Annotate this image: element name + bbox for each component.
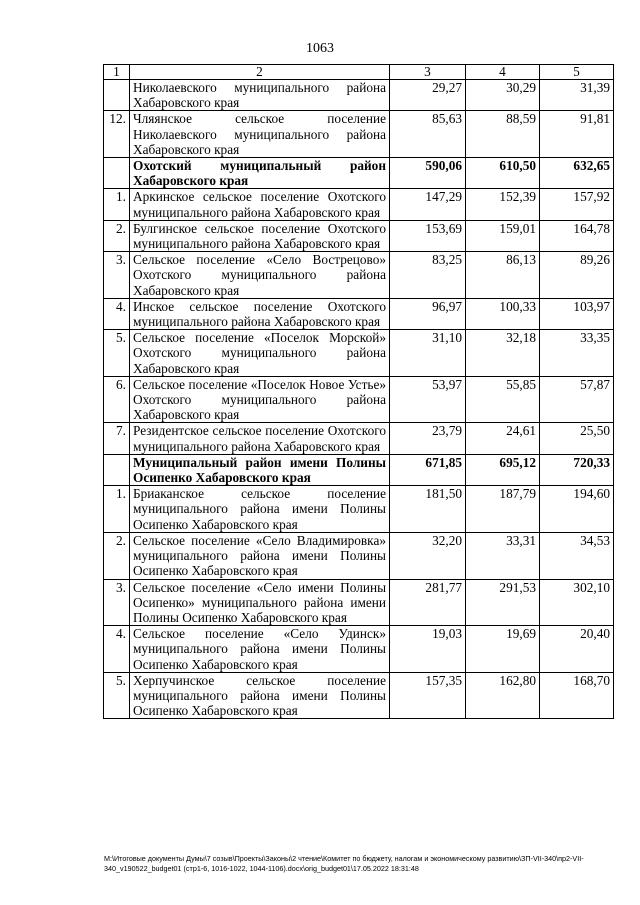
column-header: 1 — [104, 65, 130, 80]
row-index — [104, 80, 130, 111]
value-col5: 103,97 — [540, 298, 614, 329]
value-col3: 83,25 — [390, 252, 466, 299]
row-name: Чляянское сельское поселение Николаевского муниципального района Хабаровского края — [130, 111, 390, 158]
value-col4: 100,33 — [466, 298, 540, 329]
row-index: 1. — [104, 486, 130, 533]
value-col4: 695,12 — [466, 454, 540, 485]
row-index: 3. — [104, 252, 130, 299]
value-col3: 671,85 — [390, 454, 466, 485]
value-col5: 632,65 — [540, 158, 614, 189]
value-col3: 29,27 — [390, 80, 466, 111]
value-col5: 157,92 — [540, 189, 614, 220]
value-col5: 89,26 — [540, 252, 614, 299]
value-col5: 302,10 — [540, 579, 614, 626]
row-name: Сельское поселение «Село имени Полины Осипенко» муниципального района имени Полины Осипенко Хабаровского края — [130, 579, 390, 626]
value-col3: 147,29 — [390, 189, 466, 220]
table-row — [104, 111, 614, 158]
value-col3: 590,06 — [390, 158, 466, 189]
table-row — [104, 423, 614, 454]
row-index: 5. — [104, 330, 130, 377]
row-index: 2. — [104, 220, 130, 251]
value-col5: 194,60 — [540, 486, 614, 533]
value-col4: 30,29 — [466, 80, 540, 111]
row-index: 12. — [104, 111, 130, 158]
value-col5: 720,33 — [540, 454, 614, 485]
value-col3: 153,69 — [390, 220, 466, 251]
row-name: Бриаканское сельское поселение муниципального района имени Полины Осипенко Хабаровского края — [130, 486, 390, 533]
row-index: 3. — [104, 579, 130, 626]
table-row — [104, 298, 614, 329]
value-col5: 164,78 — [540, 220, 614, 251]
table-row — [104, 220, 614, 251]
row-index: 5. — [104, 672, 130, 719]
value-col3: 31,10 — [390, 330, 466, 377]
table-row — [104, 486, 614, 533]
value-col4: 19,69 — [466, 626, 540, 673]
row-name: Резидентское сельское поселение Охотского муниципального района Хабаровского края — [130, 423, 390, 454]
value-col3: 157,35 — [390, 672, 466, 719]
value-col5: 20,40 — [540, 626, 614, 673]
row-index: 7. — [104, 423, 130, 454]
value-col4: 86,13 — [466, 252, 540, 299]
value-col4: 32,18 — [466, 330, 540, 377]
value-col3: 32,20 — [390, 532, 466, 579]
row-index — [104, 158, 130, 189]
budget-table — [103, 64, 614, 719]
table-row — [104, 252, 614, 299]
row-name: Сельское поселение «Село Удинск» муниципального района имени Полины Осипенко Хабаровского края — [130, 626, 390, 673]
value-col3: 19,03 — [390, 626, 466, 673]
table-header-row — [104, 65, 614, 80]
value-col3: 23,79 — [390, 423, 466, 454]
row-name: Аркинское сельское поселение Охотского муниципального района Хабаровского края — [130, 189, 390, 220]
value-col4: 162,80 — [466, 672, 540, 719]
row-name: Сельское поселение «Село Вострецово» Охотского муниципального района Хабаровского края — [130, 252, 390, 299]
row-name: Охотский муниципальный район Хабаровского края — [130, 158, 390, 189]
table-row — [104, 189, 614, 220]
district-total-row — [104, 454, 614, 485]
table-row — [104, 672, 614, 719]
row-name: Сельское поселение «Поселок Новое Устье» Охотского муниципального района Хабаровского края — [130, 376, 390, 423]
value-col5: 91,81 — [540, 111, 614, 158]
table-row — [104, 376, 614, 423]
value-col4: 610,50 — [466, 158, 540, 189]
column-header: 2 — [130, 65, 390, 80]
value-col4: 88,59 — [466, 111, 540, 158]
row-name: Сельское поселение «Поселок Морской» Охотского муниципального района Хабаровского края — [130, 330, 390, 377]
value-col4: 159,01 — [466, 220, 540, 251]
value-col5: 34,53 — [540, 532, 614, 579]
row-index — [104, 454, 130, 485]
value-col4: 55,85 — [466, 376, 540, 423]
column-header: 4 — [466, 65, 540, 80]
row-index: 4. — [104, 298, 130, 329]
column-header: 5 — [540, 65, 614, 80]
table-row — [104, 579, 614, 626]
district-total-row — [104, 158, 614, 189]
table-row — [104, 330, 614, 377]
value-col5: 168,70 — [540, 672, 614, 719]
page-number: 1063 — [306, 41, 334, 56]
row-name: Сельское поселение «Село Владимировка» муниципального района имени Полины Осипенко Хабаровского края — [130, 532, 390, 579]
row-name: Булгинское сельское поселение Охотского муниципального района Хабаровского края — [130, 220, 390, 251]
row-name: Херпучинское сельское поселение муниципального района имени Полины Осипенко Хабаровского края — [130, 672, 390, 719]
value-col3: 85,63 — [390, 111, 466, 158]
value-col5: 57,87 — [540, 376, 614, 423]
value-col5: 25,50 — [540, 423, 614, 454]
value-col4: 24,61 — [466, 423, 540, 454]
value-col3: 96,97 — [390, 298, 466, 329]
table-row — [104, 626, 614, 673]
row-name: Николаевского муниципального района Хабаровского края — [130, 80, 390, 111]
value-col4: 152,39 — [466, 189, 540, 220]
row-name: Муниципальный район имени Полины Осипенко Хабаровского края — [130, 454, 390, 485]
row-index: 1. — [104, 189, 130, 220]
row-index: 6. — [104, 376, 130, 423]
value-col4: 291,53 — [466, 579, 540, 626]
value-col5: 33,35 — [540, 330, 614, 377]
value-col3: 281,77 — [390, 579, 466, 626]
value-col3: 53,97 — [390, 376, 466, 423]
table-row — [104, 532, 614, 579]
row-name: Инское сельское поселение Охотского муниципального района Хабаровского края — [130, 298, 390, 329]
file-path-footer: M:\Итоговые документы Думы\7 созыв\Проекты\Законы\2 чтение\Комитет по бюджету, налогам и экономическому развитию\ЗП-VII-340\пр2-VII-340_v190522_budget01 (стр1-6, 1016-1022, 1044-1106).docx\orig_budget01\17.05.2022 18:31:48 — [104, 854, 584, 873]
table-row — [104, 80, 614, 111]
column-header: 3 — [390, 65, 466, 80]
row-index: 4. — [104, 626, 130, 673]
value-col4: 187,79 — [466, 486, 540, 533]
value-col4: 33,31 — [466, 532, 540, 579]
row-index: 2. — [104, 532, 130, 579]
value-col5: 31,39 — [540, 80, 614, 111]
value-col3: 181,50 — [390, 486, 466, 533]
